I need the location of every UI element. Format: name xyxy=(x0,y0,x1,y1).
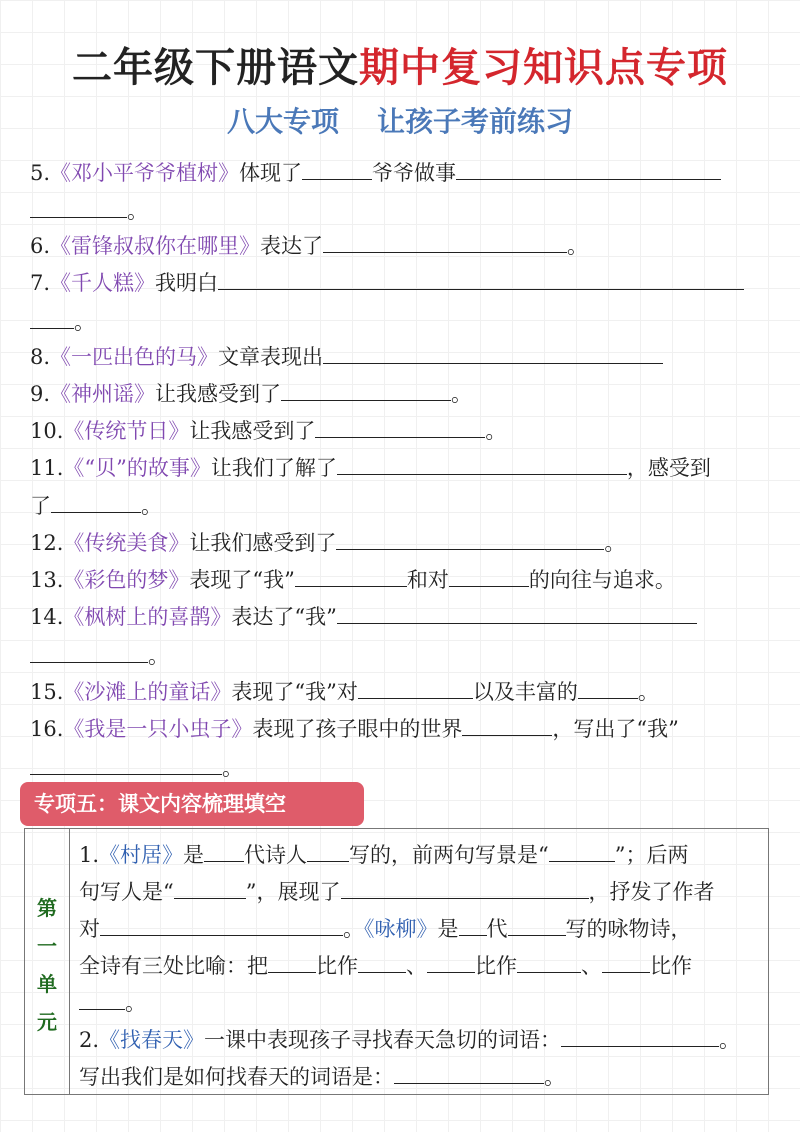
question-16 xyxy=(30,713,679,743)
question-14-cont xyxy=(30,640,169,670)
answer-blank[interactable] xyxy=(517,950,581,973)
content-table xyxy=(24,828,769,1095)
book-title: 《千人糕》 xyxy=(50,271,156,295)
q-number: 9. xyxy=(30,382,51,406)
answer-blank[interactable] xyxy=(51,490,141,513)
answer-blank[interactable] xyxy=(549,839,615,862)
q-text: 。 xyxy=(485,419,507,443)
q-text: 代诗人 xyxy=(244,843,308,867)
q-text: 以及丰富的 xyxy=(472,680,578,704)
answer-blank[interactable] xyxy=(323,341,663,364)
q-number: 5. xyxy=(30,161,51,185)
book-title: 《“贝”的故事》 xyxy=(63,456,211,480)
answer-blank[interactable] xyxy=(341,876,589,899)
book-title: 《我是一只小虫子》 xyxy=(63,717,253,741)
book-title: 《一匹出色的马》 xyxy=(50,345,219,369)
answer-blank[interactable] xyxy=(394,1061,544,1084)
q-text: 比作 xyxy=(650,954,692,978)
q-text: 。 xyxy=(544,1065,565,1089)
book-title: 《神州谣》 xyxy=(50,382,156,406)
question-8 xyxy=(30,341,663,371)
book-title: 《传统美食》 xyxy=(63,531,190,555)
q-text: 写的咏物诗， xyxy=(565,917,692,941)
q-text: 代 xyxy=(486,917,508,941)
q-text: 我明白 xyxy=(155,271,219,295)
question-11 xyxy=(30,452,711,482)
q-text: 体现了 xyxy=(239,161,303,185)
q-number: 16. xyxy=(30,717,64,741)
book-title: 《咏柳》 xyxy=(364,917,438,941)
question-6 xyxy=(30,230,588,260)
q-text: 。 xyxy=(343,917,364,941)
question-16-cont xyxy=(30,752,243,782)
q-text: 。 xyxy=(604,531,626,555)
q-text: 、 xyxy=(581,954,602,978)
page-title xyxy=(0,36,800,93)
answer-blank[interactable] xyxy=(307,839,349,862)
answer-blank[interactable] xyxy=(456,157,721,180)
answer-blank[interactable] xyxy=(578,676,638,699)
q-text: ，抒发了作者 xyxy=(588,880,715,904)
table-line-2 xyxy=(79,876,715,906)
answer-blank[interactable] xyxy=(323,230,567,253)
answer-blank[interactable] xyxy=(218,267,744,290)
q-text: 一课中表现孩子寻找春天急切的词语： xyxy=(204,1028,562,1052)
question-14 xyxy=(30,601,697,631)
book-title: 《雷锋叔叔你在哪里》 xyxy=(50,234,261,258)
question-12 xyxy=(30,527,625,557)
q-text: 爷爷做事 xyxy=(372,161,457,185)
table-line-7 xyxy=(79,1061,565,1091)
answer-blank[interactable] xyxy=(337,601,697,624)
title-red: 期中复习知识点专项 xyxy=(359,45,728,91)
unit-label: 第一单元 xyxy=(37,896,57,1034)
q-text: 和对 xyxy=(406,568,449,592)
q-number: 13. xyxy=(30,568,64,592)
q-text: 。 xyxy=(125,991,146,1015)
question-11-cont xyxy=(30,490,162,520)
answer-blank[interactable] xyxy=(462,713,552,736)
answer-blank[interactable] xyxy=(30,306,74,329)
q-text: 表达了 xyxy=(260,234,324,258)
question-5-cont xyxy=(30,195,148,225)
answer-blank[interactable] xyxy=(337,452,627,475)
table-line-6 xyxy=(79,1024,740,1054)
answer-blank[interactable] xyxy=(449,564,529,587)
section-header xyxy=(20,782,364,826)
q-text: 让我感受到了 xyxy=(189,419,316,443)
q-text: 。 xyxy=(222,756,243,780)
table-line-5 xyxy=(79,987,146,1017)
answer-blank[interactable] xyxy=(358,950,406,973)
q-text: 让我感受到了 xyxy=(155,382,282,406)
answer-blank[interactable] xyxy=(508,913,566,936)
q-number: 15. xyxy=(30,680,64,704)
book-title: 《找春天》 xyxy=(99,1028,205,1052)
q-number: 10. xyxy=(30,419,64,443)
answer-blank[interactable] xyxy=(315,415,485,438)
table-line-4 xyxy=(79,950,692,980)
question-10 xyxy=(30,415,506,445)
q-text: 写出我们是如何找春天的词语是： xyxy=(79,1065,394,1089)
q-text: 。 xyxy=(637,680,659,704)
answer-blank[interactable] xyxy=(602,950,650,973)
q-text: 。 xyxy=(127,199,148,223)
answer-blank[interactable] xyxy=(336,527,604,550)
book-title: 《邓小平爷爷植树》 xyxy=(50,161,240,185)
q-number: 7. xyxy=(30,271,51,295)
q-text: ，写出了“我” xyxy=(552,717,679,741)
q-text: 。 xyxy=(719,1028,741,1052)
section-label: 专项五：课文内容梳理填空 xyxy=(34,792,286,816)
q-text: 句写人是“ xyxy=(79,880,174,904)
q-text: 。 xyxy=(141,494,162,518)
q-text: 。 xyxy=(74,310,95,334)
q-number: 11. xyxy=(30,456,64,480)
subtitle-b: 让孩子考前练习 xyxy=(377,105,574,138)
answer-blank[interactable] xyxy=(281,378,451,401)
q-text: 了 xyxy=(30,494,51,518)
answer-blank[interactable] xyxy=(561,1024,719,1047)
book-title: 《传统节日》 xyxy=(63,419,190,443)
subtitle xyxy=(0,100,800,140)
q-text: 、 xyxy=(406,954,427,978)
q-text: 表现了“我”对 xyxy=(231,680,358,704)
q-text: 表现了孩子眼中的世界 xyxy=(252,717,463,741)
question-13 xyxy=(30,564,676,594)
answer-blank[interactable] xyxy=(268,950,316,973)
q-text: 的向往与追求。 xyxy=(528,568,676,592)
q-text: 是 xyxy=(437,917,459,941)
answer-blank[interactable] xyxy=(295,564,407,587)
q-number: 12. xyxy=(30,531,64,555)
title-black: 二年级下册语文 xyxy=(72,45,359,91)
q-number: 8. xyxy=(30,345,51,369)
book-title: 《沙滩上的童话》 xyxy=(63,680,232,704)
q-text: 文章表现出 xyxy=(218,345,324,369)
answer-blank[interactable] xyxy=(30,752,222,775)
unit-column xyxy=(25,829,70,1094)
question-15 xyxy=(30,676,659,706)
q-text: 。 xyxy=(148,644,169,668)
q-number: 6. xyxy=(30,234,51,258)
subtitle-a: 八大专项 xyxy=(226,105,339,138)
answer-blank[interactable] xyxy=(358,676,473,699)
answer-blank[interactable] xyxy=(459,913,487,936)
q-text: 写的，前两句写景是“ xyxy=(349,843,549,867)
book-title: 《枫树上的喜鹊》 xyxy=(63,605,232,629)
q-text: 表现了“我” xyxy=(189,568,295,592)
q-text: 全诗有三处比喻：把 xyxy=(79,954,268,978)
answer-blank[interactable] xyxy=(30,640,148,663)
q-text: 。 xyxy=(567,234,589,258)
answer-blank[interactable] xyxy=(100,913,343,936)
table-line-3 xyxy=(79,913,692,943)
q-number: 14. xyxy=(30,605,64,629)
q-text: 对 xyxy=(79,917,100,941)
question-5 xyxy=(30,157,721,187)
answer-blank[interactable] xyxy=(302,157,372,180)
question-7-cont xyxy=(30,306,95,336)
answer-blank[interactable] xyxy=(79,987,125,1010)
q-text: 。 xyxy=(451,382,473,406)
q-text: 比作 xyxy=(475,954,517,978)
q-text: 比作 xyxy=(316,954,358,978)
q-number: 2. xyxy=(79,1028,100,1052)
answer-blank[interactable] xyxy=(204,839,244,862)
answer-blank[interactable] xyxy=(174,876,246,899)
answer-blank[interactable] xyxy=(30,195,127,218)
q-text: 让我们了解了 xyxy=(210,456,337,480)
table-line-1 xyxy=(79,839,689,869)
q-text: 表达了“我” xyxy=(231,605,337,629)
q-text: ，感受到 xyxy=(626,456,711,480)
q-text: 让我们感受到了 xyxy=(189,531,337,555)
answer-blank[interactable] xyxy=(427,950,475,973)
q-text: 是 xyxy=(183,843,205,867)
book-title: 《彩色的梦》 xyxy=(63,568,190,592)
q-number: 1. xyxy=(79,843,100,867)
question-7 xyxy=(30,267,744,297)
question-9 xyxy=(30,378,472,408)
q-text: ”；后两 xyxy=(614,843,689,867)
q-text: ”，展现了 xyxy=(245,880,341,904)
book-title: 《村居》 xyxy=(99,843,184,867)
